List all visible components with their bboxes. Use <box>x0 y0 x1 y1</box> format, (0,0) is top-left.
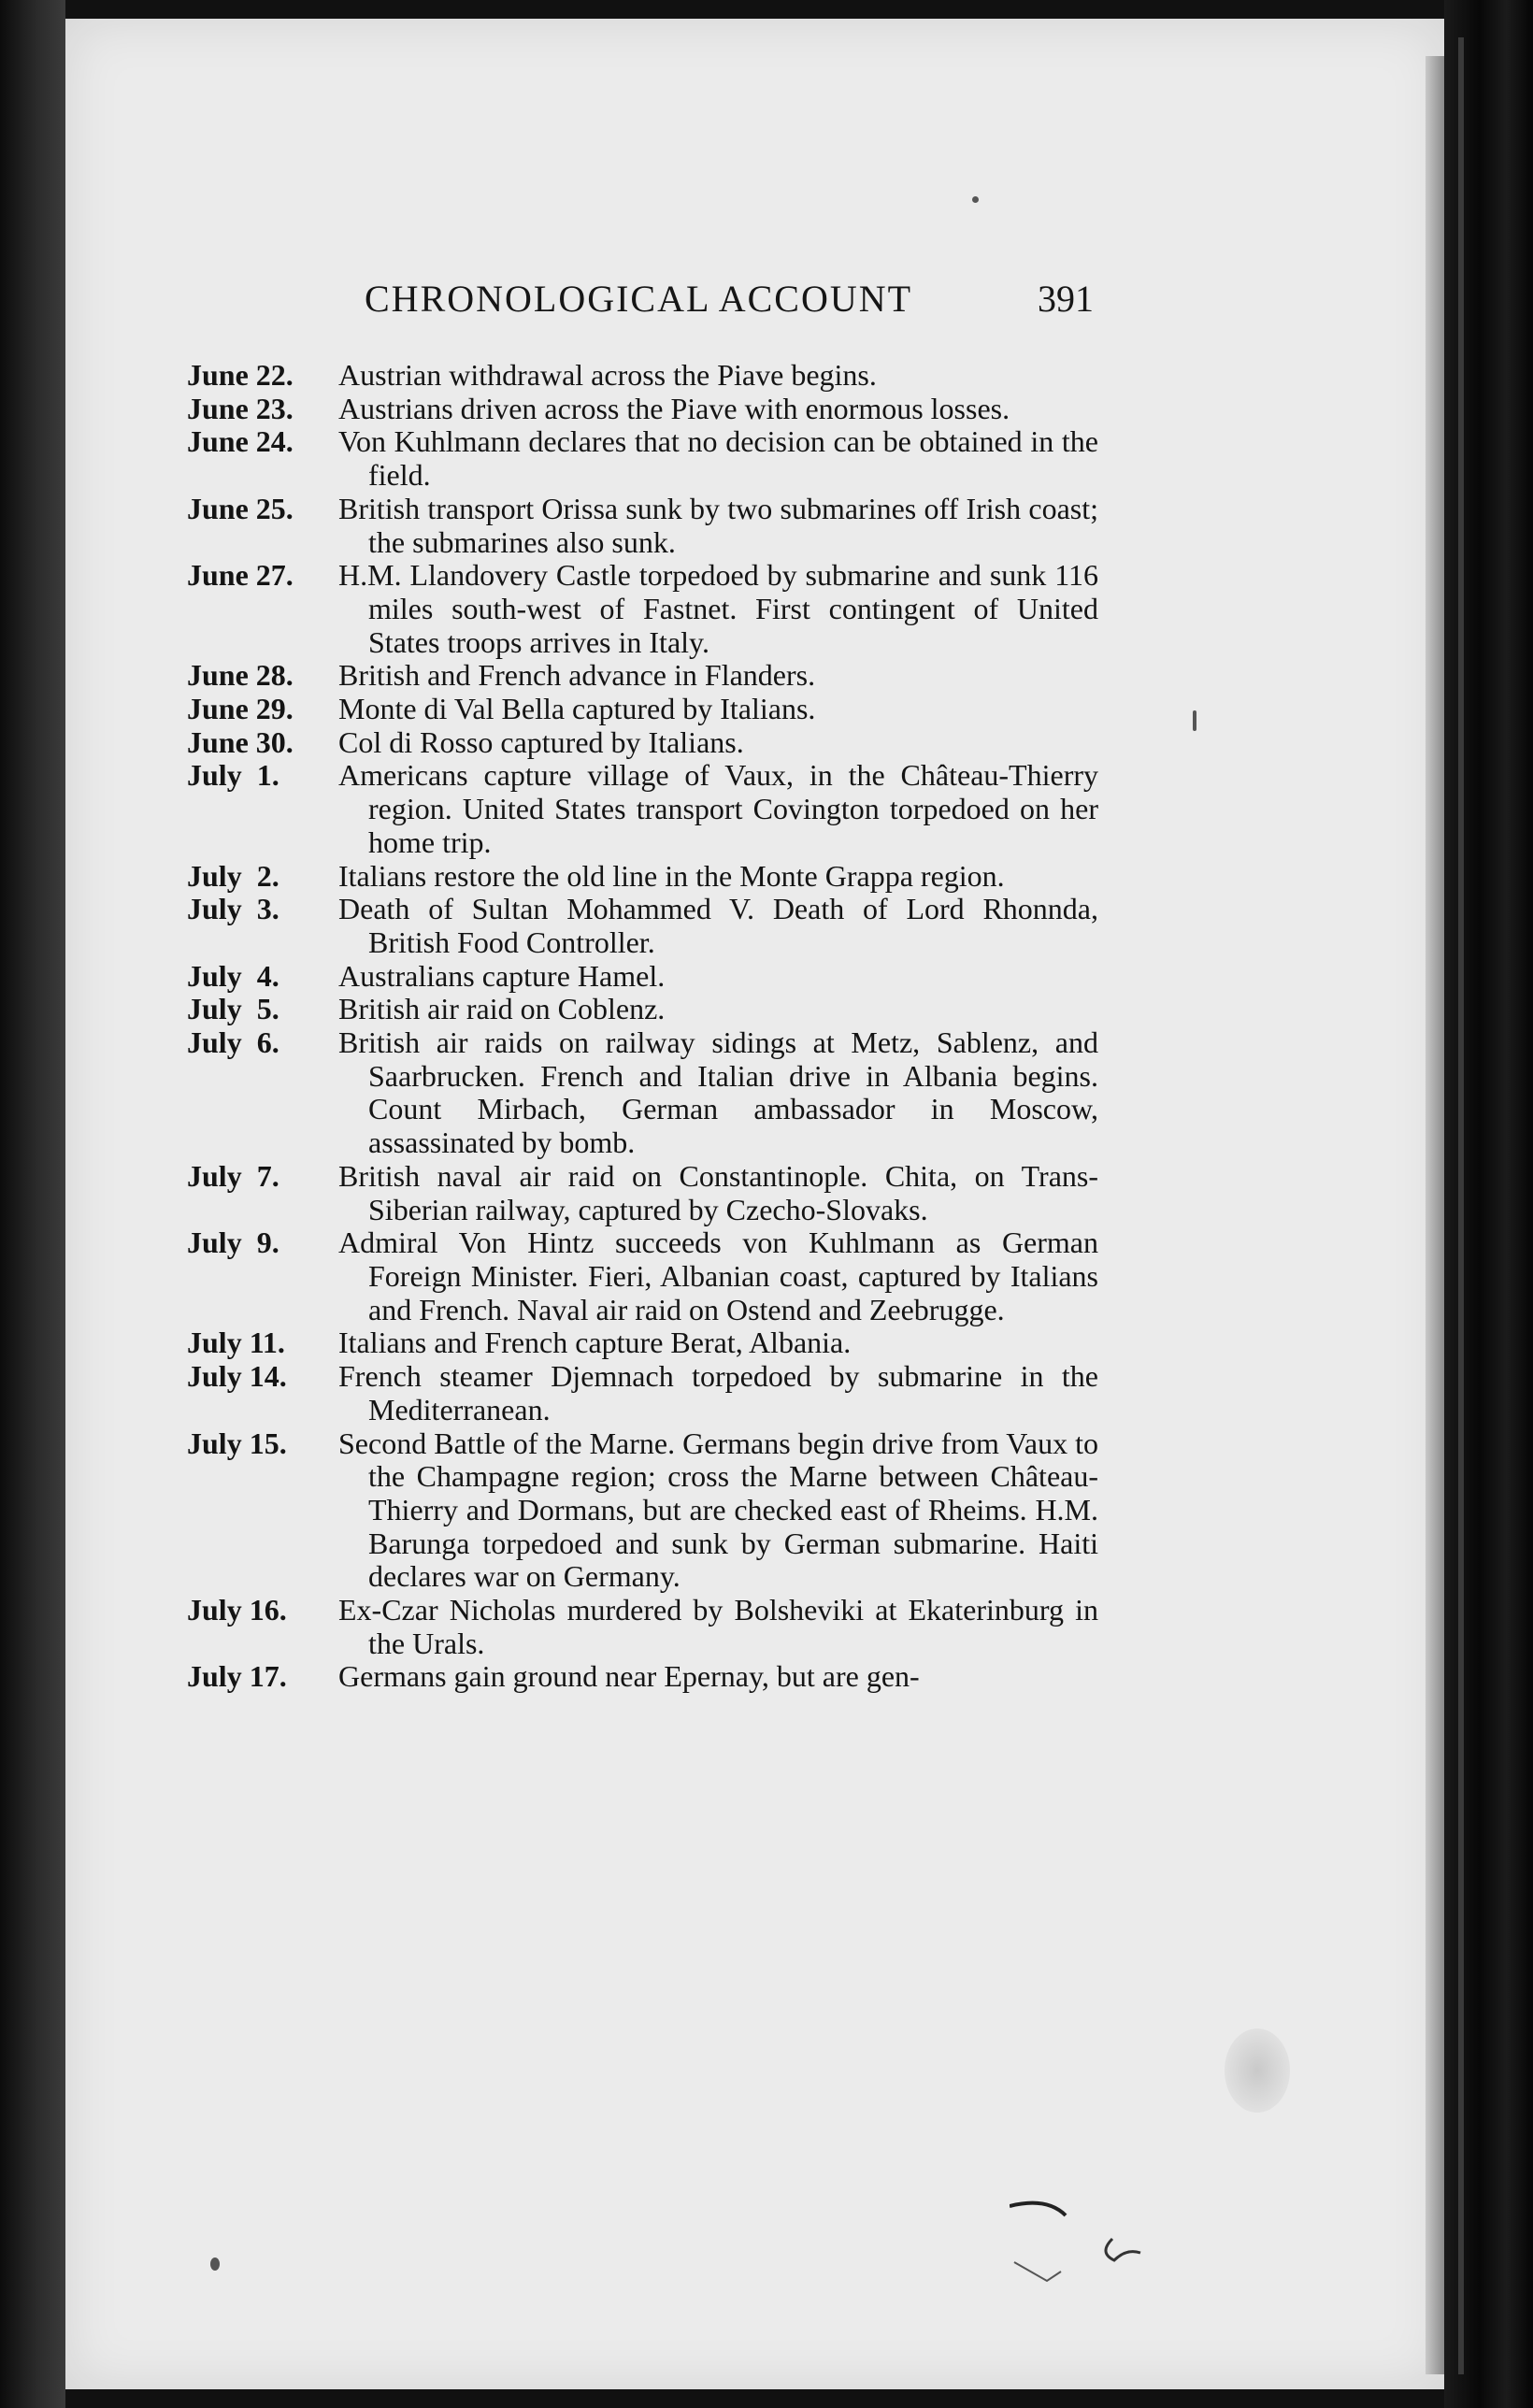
entry-date: July 17. <box>187 1659 287 1694</box>
entry-date: July 15. <box>187 1426 287 1460</box>
chronology-entry <box>187 1160 1098 1226</box>
entry-date: July 6. <box>187 1025 279 1060</box>
entry-date: July 7. <box>187 1158 279 1193</box>
chronology-entry <box>187 559 1098 659</box>
chronology-entry <box>187 960 1098 994</box>
entry-date: July 14. <box>187 1359 287 1394</box>
ink-speck <box>210 2258 220 2271</box>
entry-text: Col di Rosso captured by Italians. <box>338 724 744 759</box>
chronology-entry <box>187 425 1098 492</box>
entry-text: Monte di Val Bella captured by Italians. <box>338 692 816 726</box>
chronology-entry <box>187 1326 1098 1360</box>
entry-date: June 28. <box>187 658 294 693</box>
entry-date: June 27. <box>187 558 294 593</box>
entry-date: June 25. <box>187 491 294 525</box>
chronology-entry <box>187 1226 1098 1326</box>
entry-text: Australians capture Hamel. <box>338 958 666 993</box>
chronology-entry <box>187 659 1098 693</box>
entry-text: Italians and French capture Berat, Albania. <box>338 1326 852 1360</box>
entry-text: H.M. Llandovery Castle torpedoed by submarine and sunk 116 miles south-west of Fastnet. First contingent of United States troops arrives in Italy. <box>338 558 1098 659</box>
entry-date: July 16. <box>187 1593 287 1627</box>
entry-text: Death of Sultan Mohammed V. Death of Lord Rhonnda, British Food Controller. <box>338 892 1098 959</box>
entry-text: Ex-Czar Nicholas murdered by Bolsheviki at Ekaterinburg in the Urals. <box>338 1593 1098 1660</box>
chronology-entry <box>187 860 1098 894</box>
entry-date: July 4. <box>187 958 279 993</box>
entry-text: Italians restore the old line in the Monte Grappa region. <box>338 858 1005 893</box>
running-head <box>365 277 1094 333</box>
page-edge <box>1426 56 1444 2374</box>
chronology-entry <box>187 493 1098 559</box>
entry-date: July 3. <box>187 892 279 926</box>
chronology-entry <box>187 693 1098 726</box>
chronology-entry <box>187 1594 1098 1660</box>
chronology-list <box>187 359 1098 1694</box>
page-smudge <box>1225 2028 1290 2113</box>
entry-date: July 9. <box>187 1226 279 1260</box>
entry-text: French steamer Djemnach torpedoed by submarine in the Mediterranean. <box>338 1359 1098 1426</box>
entry-date: June 23. <box>187 391 294 425</box>
entry-text: British air raids on railway sidings at Metz, Sablenz, and Saarbrucken. French and Italian drive in Albania begins. Count Mirbach, German ambassador in Moscow, assassinated by bomb. <box>338 1025 1098 1160</box>
entry-text: Second Battle of the Marne. Germans begin drive from Vaux to the Champagne region; cross the Marne between Château-Thierry and Dormans, but are checked east of Rheims. H.M. Barunga torpedoed and sunk by German submarine. Haiti declares war on Germany. <box>338 1426 1098 1594</box>
entry-date: July 2. <box>187 858 279 893</box>
chronology-entry <box>187 1026 1098 1160</box>
entry-text: Austrians driven across the Piave with enormous losses. <box>338 391 1010 425</box>
entry-date: June 24. <box>187 424 294 459</box>
entry-date: June 30. <box>187 724 294 759</box>
chronology-entry <box>187 726 1098 760</box>
entry-date: July 11. <box>187 1326 285 1360</box>
page-number: 391 <box>1038 278 1094 320</box>
entry-date: July 5. <box>187 992 279 1026</box>
entry-text: Americans capture village of Vaux, in the Château-Thierry region. United States transport Covington torpedoed on her home trip. <box>338 758 1098 859</box>
chronology-entry <box>187 1427 1098 1595</box>
chronology-entry <box>187 759 1098 859</box>
pencil-mark <box>1010 2187 1215 2300</box>
entry-text: Austrian withdrawal across the Piave begins. <box>338 358 877 392</box>
chronology-entry <box>187 893 1098 959</box>
entry-date: July 1. <box>187 758 279 793</box>
scan-left-border <box>0 0 65 2408</box>
chronology-entry <box>187 1360 1098 1426</box>
chronology-entry <box>187 993 1098 1026</box>
entry-text: British naval air raid on Constantinople. Chita, on Trans-Siberian railway, captured by Czecho-Slovaks. <box>338 1158 1098 1226</box>
entry-text: Admiral Von Hintz succeeds von Kuhlmann as German Foreign Minister. Fieri, Albanian coast, captured by Italians and French. Naval air raid on Ostend and Zeebrugge. <box>338 1226 1098 1326</box>
chronology-entry <box>187 359 1098 393</box>
ink-speck <box>972 196 979 203</box>
entry-text: British and French advance in Flanders. <box>338 658 816 693</box>
page-title: CHRONOLOGICAL ACCOUNT <box>365 278 913 320</box>
binding-stripe <box>1458 37 1464 2374</box>
entry-date: June 22. <box>187 358 294 392</box>
entry-text: British air raid on Coblenz. <box>338 992 666 1026</box>
entry-text: British transport Orissa sunk by two submarines off Irish coast; the submarines also sunk. <box>338 491 1098 559</box>
entry-text: Germans gain ground near Epernay, but are gen- <box>338 1659 920 1694</box>
entry-text: Von Kuhlmann declares that no decision can be obtained in the field. <box>338 424 1098 493</box>
chronology-entry <box>187 1660 1098 1694</box>
chronology-entry <box>187 393 1098 426</box>
ink-speck <box>1193 710 1196 731</box>
entry-date: June 29. <box>187 692 294 726</box>
